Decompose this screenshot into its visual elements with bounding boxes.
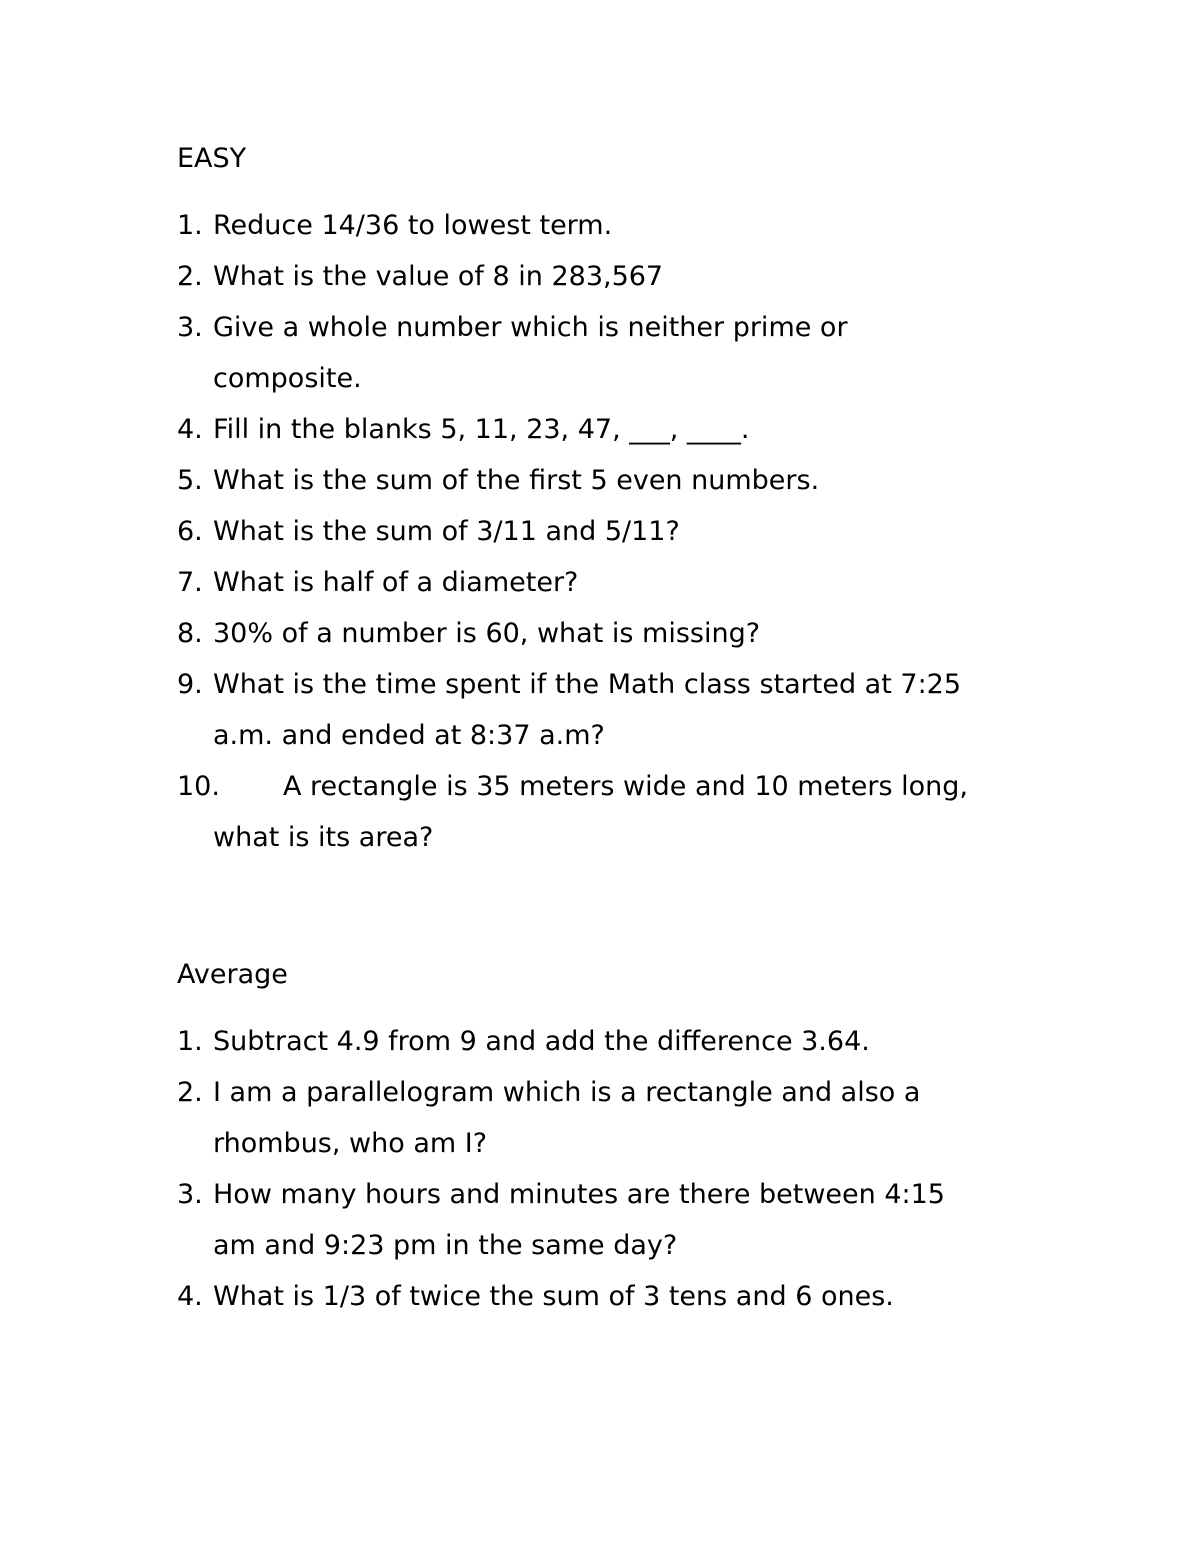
question-number: 2. [177, 261, 203, 292]
question-text [213, 1016, 1057, 1067]
question-line: How many hours and minutes are there between 4:15 [213, 1179, 945, 1210]
question-number: 5. [177, 465, 203, 496]
question-text [213, 455, 1057, 506]
question-number: 1. [177, 1026, 203, 1057]
question-item [177, 404, 1057, 455]
question-text [213, 200, 1057, 251]
question-line: Subtract 4.9 from 9 and add the difference 3.64. [213, 1026, 870, 1057]
question-number: 4. [177, 1281, 203, 1312]
question-item [177, 251, 1057, 302]
question-text [213, 506, 1057, 557]
question-number: 4. [177, 414, 203, 445]
question-list-average [177, 1016, 1057, 1322]
question-text [213, 1067, 1057, 1169]
section-average [177, 949, 1057, 1322]
section-heading-easy: EASY [177, 143, 247, 174]
question-line: what is its area? [213, 822, 434, 853]
question-item [177, 302, 1057, 404]
question-number: 2. [177, 1077, 203, 1108]
question-line: What is the sum of the first 5 even numbers. [213, 465, 820, 496]
question-number: 7. [177, 567, 203, 598]
question-line: What is the value of 8 in 283,567 [213, 261, 664, 292]
question-text [213, 404, 1057, 455]
question-number: 6. [177, 516, 203, 547]
question-item [177, 659, 1057, 761]
question-item [177, 1016, 1057, 1067]
question-line: A rectangle is 35 meters wide and 10 meters long, [283, 771, 968, 802]
question-item [177, 455, 1057, 506]
question-line: I am a parallelogram which is a rectangle and also a [213, 1077, 921, 1108]
question-line: What is 1/3 of twice the sum of 3 tens and 6 ones. [213, 1281, 894, 1312]
question-line: a.m. and ended at 8:37 a.m? [213, 720, 605, 751]
question-text [213, 302, 1057, 404]
question-item [177, 608, 1057, 659]
question-line: What is half of a diameter? [213, 567, 579, 598]
question-line: am and 9:23 pm in the same day? [213, 1230, 678, 1261]
section-heading-average: Average [177, 959, 288, 990]
question-list-easy [177, 200, 1057, 863]
question-line: Reduce 14/36 to lowest term. [213, 210, 613, 241]
question-line: composite. [213, 363, 362, 394]
question-text [213, 1271, 1057, 1322]
question-number: 3. [177, 1179, 203, 1210]
question-item [177, 1169, 1057, 1271]
question-item [177, 761, 1057, 863]
question-item [177, 506, 1057, 557]
question-item [177, 1271, 1057, 1322]
question-number: 3. [177, 312, 203, 343]
question-item [177, 557, 1057, 608]
question-text [213, 1169, 1057, 1271]
question-text [213, 251, 1057, 302]
question-line: Fill in the blanks 5, 11, 23, 47, ___, ____. [213, 414, 750, 445]
question-line: 30% of a number is 60, what is missing? [213, 618, 761, 649]
question-text [213, 659, 1057, 761]
question-number: 8. [177, 618, 203, 649]
question-line: What is the sum of 3/11 and 5/11? [213, 516, 680, 547]
question-number: 1. [177, 210, 203, 241]
section-easy [177, 133, 1057, 863]
question-line: rhombus, who am I? [213, 1128, 488, 1159]
question-item [177, 1067, 1057, 1169]
question-number: 10. [177, 771, 220, 802]
question-item [177, 200, 1057, 251]
question-line: Give a whole number which is neither prime or [213, 312, 848, 343]
question-text [213, 608, 1057, 659]
question-text [213, 557, 1057, 608]
question-text [213, 761, 1057, 863]
question-line: What is the time spent if the Math class started at 7:25 [213, 669, 962, 700]
question-number: 9. [177, 669, 203, 700]
